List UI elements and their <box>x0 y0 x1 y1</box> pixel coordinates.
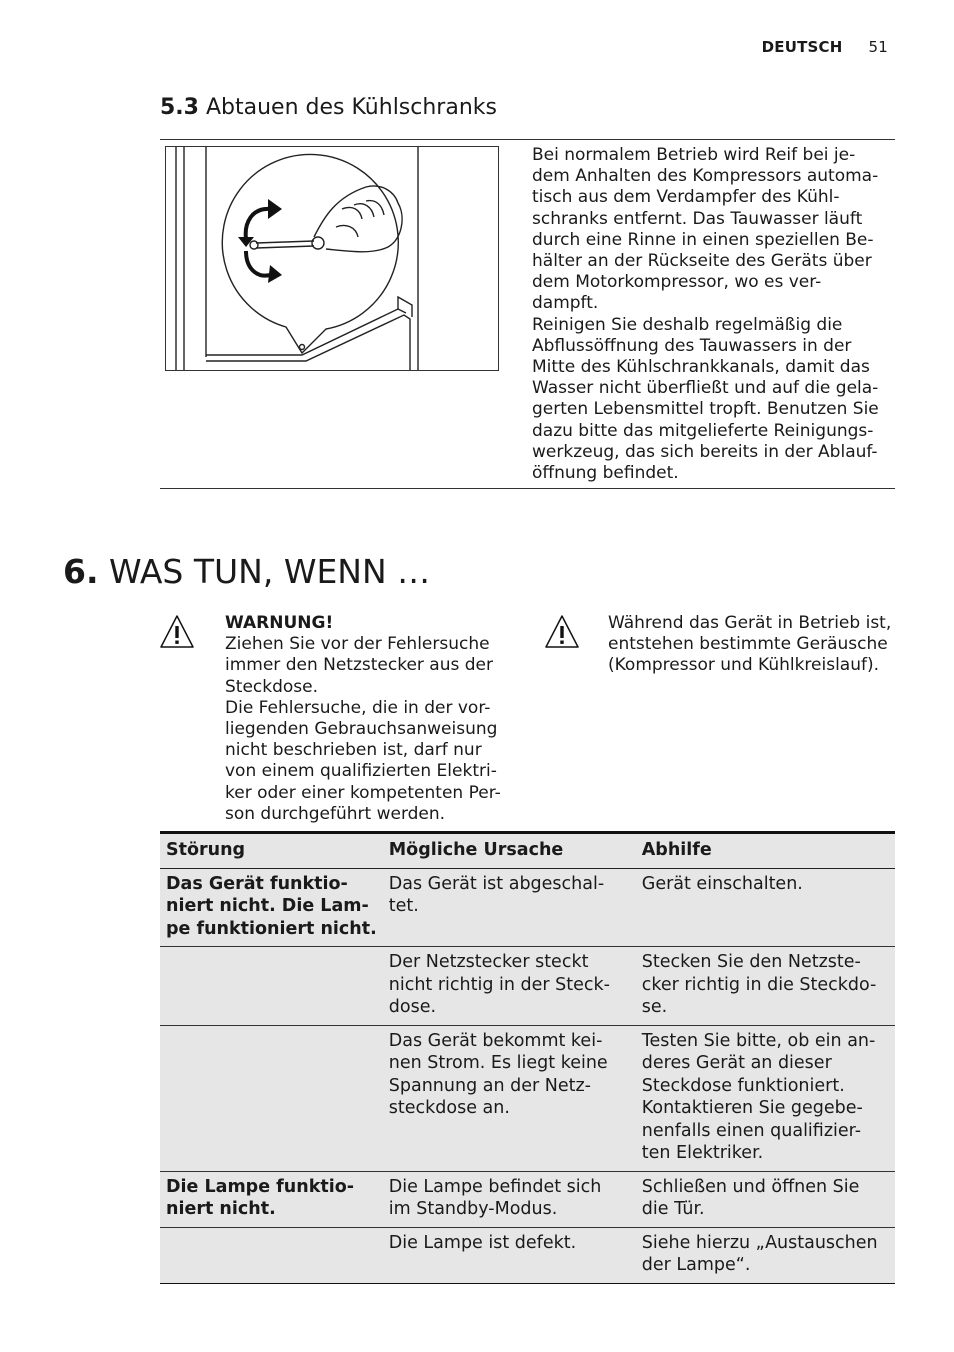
paragraph-line: Bei normalem Betrieb wird Reif bei je- <box>532 145 856 165</box>
warning-line: son durchgeführt werden. <box>225 803 446 824</box>
column-header-cause: Mögliche Ursache <box>383 833 636 869</box>
troubleshooting-table <box>160 831 895 1284</box>
warning-line: Während das Gerät in Betrieb ist, <box>608 613 892 633</box>
warning-right-text <box>608 613 891 677</box>
cell-line: niert nicht. Die Lam- <box>166 896 369 916</box>
fault-cell <box>160 1227 383 1283</box>
cell-line: ten Elektriker. <box>641 1143 764 1163</box>
cell-line: Die Lampe funktio- <box>166 1176 354 1197</box>
warning-line: nicht beschrieben ist, darf nur <box>225 740 482 761</box>
warning-left-text <box>225 613 501 825</box>
section-number: 5.3 <box>160 95 199 120</box>
fault-cell <box>160 1025 383 1171</box>
section-bottom-rule <box>160 488 895 489</box>
table-row <box>160 1171 895 1227</box>
paragraph-line: Abflussöffnung des Tauwassers in der <box>532 335 852 356</box>
cell-line: nen Strom. Es liegt keine <box>388 1053 608 1073</box>
fault-cell <box>160 947 383 1026</box>
column-header-fault: Störung <box>160 833 383 869</box>
section-top-rule <box>160 139 895 140</box>
section-title: Abtauen des Kühlschranks <box>205 95 497 120</box>
paragraph-line: hälter an der Rückseite des Geräts über <box>532 251 872 272</box>
remedy-cell <box>636 1227 895 1283</box>
paragraph-line: dem Anhalten des Kompressors automa- <box>532 166 879 187</box>
defrost-paragraph <box>532 145 892 484</box>
cause-cell <box>383 1227 636 1283</box>
header-language: DEUTSCH <box>761 38 843 56</box>
warning-icon <box>544 614 580 650</box>
cell-line: Spannung an der Netz- <box>388 1075 591 1096</box>
cause-cell <box>383 868 636 947</box>
cell-line: dose. <box>388 997 437 1017</box>
cell-line: nicht richtig in der Steck- <box>388 974 610 995</box>
warning-line: Ziehen Sie vor der Fehlersuche <box>225 634 490 655</box>
cell-line: Testen Sie bitte, ob ein an- <box>641 1030 876 1051</box>
fault-cell <box>160 868 383 947</box>
cell-line: Das Gerät ist abgeschal- <box>388 873 605 894</box>
paragraph-line: dem Motorkompressor, wo es ver- <box>532 272 822 293</box>
section-heading <box>160 95 497 120</box>
paragraph-line: öffnung befindet. <box>532 463 679 484</box>
warning-icon <box>159 614 195 650</box>
chapter-number: 6. <box>63 552 99 591</box>
defrost-illustration <box>165 146 499 371</box>
cause-cell <box>383 947 636 1026</box>
cell-line: Schließen und öffnen Sie <box>641 1176 860 1197</box>
cell-line: cker richtig in die Steckdo- <box>641 974 877 995</box>
cell-line: deres Gerät an dieser <box>641 1053 832 1073</box>
paragraph-line: tisch aus dem Verdampfer des Kühl- <box>532 187 840 208</box>
chapter-heading <box>63 552 430 591</box>
paragraph-line: dazu bitte das mitgelieferte Reinigungs- <box>532 420 874 441</box>
table-row <box>160 868 895 947</box>
column-header-remedy: Abhilfe <box>636 833 895 869</box>
cell-line: Das Gerät bekommt kei- <box>388 1030 603 1051</box>
cell-line: Das Gerät funktio- <box>166 873 348 894</box>
remedy-cell <box>636 1171 895 1227</box>
running-header <box>762 38 888 56</box>
page-number: 51 <box>868 38 888 56</box>
paragraph-line: durch eine Rinne in einen speziellen Be- <box>532 229 874 250</box>
cause-cell <box>383 1025 636 1171</box>
warning-line: von einem qualifizierten Elektri- <box>225 761 497 782</box>
table-row <box>160 947 895 1026</box>
warning-heading: WARNUNG! <box>225 613 334 633</box>
cell-line: steckdose an. <box>388 1098 510 1118</box>
warning-line: Die Fehlersuche, die in der vor- <box>225 697 491 718</box>
cell-line: Die Lampe befindet sich <box>388 1176 602 1197</box>
remedy-cell <box>636 868 895 947</box>
cell-line: Steckdose funktioniert. <box>641 1075 845 1096</box>
warning-line: Steckdose. <box>225 676 319 697</box>
paragraph-line: Wasser nicht überfließt und auf die gela- <box>532 378 879 399</box>
remedy-cell <box>636 947 895 1026</box>
cell-line: nenfalls einen qualifizier- <box>641 1120 862 1141</box>
warning-line: liegenden Gebrauchsanweisung <box>225 719 498 740</box>
cell-line: Siehe hierzu „Austauschen <box>641 1232 878 1253</box>
defrost-drawing <box>166 147 498 370</box>
cell-line: pe funktioniert nicht. <box>166 918 377 939</box>
paragraph-line: werkzeug, das sich bereits in der Ablauf- <box>532 441 878 462</box>
warning-line: entstehen bestimmte Geräusche <box>608 634 888 655</box>
cell-line: die Tür. <box>641 1199 705 1219</box>
fault-cell <box>160 1171 383 1227</box>
paragraph-line: gerten Lebensmittel tropft. Benutzen Sie <box>532 399 879 420</box>
cell-line: Stecken Sie den Netzste- <box>641 952 861 972</box>
paragraph-line: Reinigen Sie deshalb regelmäßig die <box>532 314 843 335</box>
table-header-row <box>160 833 895 869</box>
table-row <box>160 1025 895 1171</box>
cell-line: se. <box>641 997 668 1017</box>
warning-line: ker oder einer kompetenten Per- <box>225 782 501 803</box>
warning-line: immer den Netzstecker aus der <box>225 655 493 676</box>
warning-line: (Kompressor und Kühlkreislauf). <box>608 655 880 676</box>
cell-line: Gerät einschalten. <box>641 873 803 894</box>
cell-line: der Lampe“. <box>641 1255 751 1275</box>
cell-line: niert nicht. <box>166 1199 276 1219</box>
cell-line: im Standby-Modus. <box>388 1199 558 1219</box>
cause-cell <box>383 1171 636 1227</box>
cell-line: Kontaktieren Sie gegebe- <box>641 1098 863 1118</box>
table-row <box>160 1227 895 1283</box>
cell-line: Der Netzstecker steckt <box>388 952 589 972</box>
cell-line: tet. <box>388 896 419 916</box>
paragraph-line: Mitte des Kühlschrankkanals, damit das <box>532 357 870 378</box>
cell-line: Die Lampe ist defekt. <box>388 1232 577 1253</box>
chapter-title: WAS TUN, WENN … <box>109 552 431 591</box>
remedy-cell <box>636 1025 895 1171</box>
paragraph-line: dampft. <box>532 293 599 314</box>
paragraph-line: schranks entfernt. Das Tauwasser läuft <box>532 208 863 229</box>
